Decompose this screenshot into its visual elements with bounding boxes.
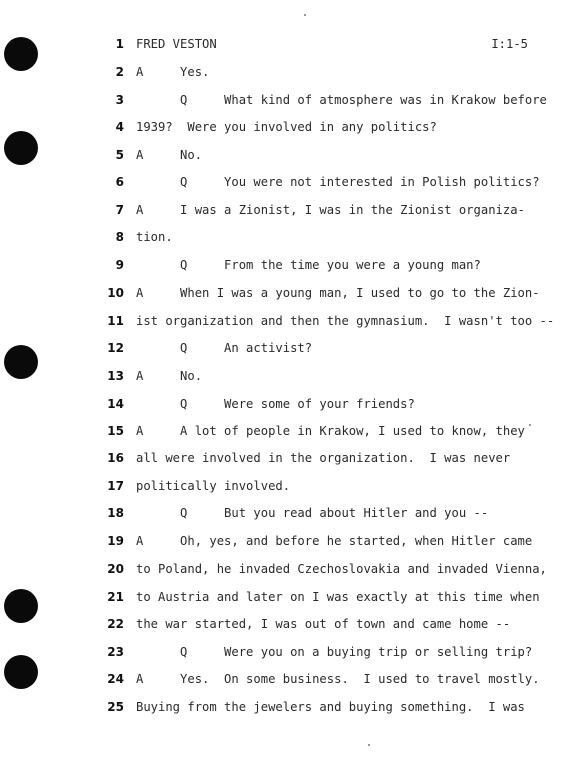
line-text: A No. [136,369,203,383]
line-text: Q You were not interested in Polish politics? [136,175,540,189]
transcript-line [0,448,576,468]
transcript-line [0,117,576,137]
transcript-line [0,172,576,192]
transcript-line [0,587,576,607]
transcript-line [0,642,576,662]
line-number: 22 [107,617,124,631]
transcript-line [0,34,576,54]
transcript-line [0,283,576,303]
line-text: 1939? Were you involved in any politics? [136,120,437,134]
line-text: A No. [136,148,203,162]
line-text: A When I was a young man, I used to go to the Zion- [136,286,540,300]
line-text: Q What kind of atmosphere was in Krakow before [136,93,547,107]
transcript-line [0,338,576,358]
witness-name: FRED VESTON [136,37,217,51]
line-text: to Poland, he invaded Czechoslovakia and invaded Vienna, [136,562,547,576]
line-text: politically involved. [136,479,291,493]
transcript-line [0,145,576,165]
transcript-line [0,62,576,82]
line-number: 15 [107,424,124,438]
transcript-line [0,90,576,110]
line-text: A Yes. On some business. I used to travel mostly. [136,672,540,686]
line-number: 17 [107,479,124,493]
line-number: 21 [107,590,124,604]
transcript-line [0,559,576,579]
transcript-line [0,227,576,247]
line-text: the war started, I was out of town and came home -- [136,617,511,631]
transcript-line [0,531,576,551]
line-number: 2 [115,65,124,79]
transcript-line [0,614,576,634]
transcript-line [0,421,576,441]
line-number: 7 [115,203,124,217]
line-text: A Yes. [136,65,210,79]
line-number: 25 [107,700,124,714]
page-identifier: I:1-5 [491,37,528,51]
line-text: A I was a Zionist, I was in the Zionist organiza- [136,203,525,217]
line-number: 4 [115,120,124,134]
line-number: 10 [107,286,124,300]
transcript-line [0,476,576,496]
line-text: Q From the time you were a young man? [136,258,481,272]
line-text: Q But you read about Hitler and you -- [136,506,489,520]
line-number: 1 [115,37,124,51]
line-number: 16 [107,451,124,465]
transcript-line [0,394,576,414]
line-number: 11 [107,314,124,328]
line-text: all were involved in the organization. I was never [136,451,511,465]
line-number: 3 [115,93,124,107]
line-text: to Austria and later on I was exactly at this time when [136,590,540,604]
line-text: Q Were you on a buying trip or selling trip? [136,645,533,659]
line-number: 9 [115,258,124,272]
line-number: 18 [107,506,124,520]
transcript-line [0,669,576,689]
transcript-line [0,503,576,523]
paper-speck [304,14,306,16]
line-number: 19 [107,534,124,548]
line-number: 5 [115,148,124,162]
line-number: 13 [107,369,124,383]
transcript-line [0,255,576,275]
line-number: 20 [107,562,124,576]
line-text: A Oh, yes, and before he started, when Hitler came [136,534,533,548]
paper-speck [368,744,370,746]
transcript-line [0,366,576,386]
transcript-line [0,697,576,717]
line-number: 12 [107,341,124,355]
transcript-line [0,200,576,220]
line-number: 24 [107,672,124,686]
line-text: A A lot of people in Krakow, I used to know, they [136,424,525,438]
transcript-line [0,311,576,331]
line-text: Buying from the jewelers and buying something. I was [136,700,525,714]
line-number: 8 [115,230,124,244]
line-text: tion. [136,230,173,244]
line-text: Q Were some of your friends? [136,397,415,411]
line-number: 23 [107,645,124,659]
line-text: Q An activist? [136,341,313,355]
line-number: 14 [107,397,124,411]
line-number: 6 [115,175,124,189]
line-text: ist organization and then the gymnasium. I wasn't too -- [136,314,555,328]
